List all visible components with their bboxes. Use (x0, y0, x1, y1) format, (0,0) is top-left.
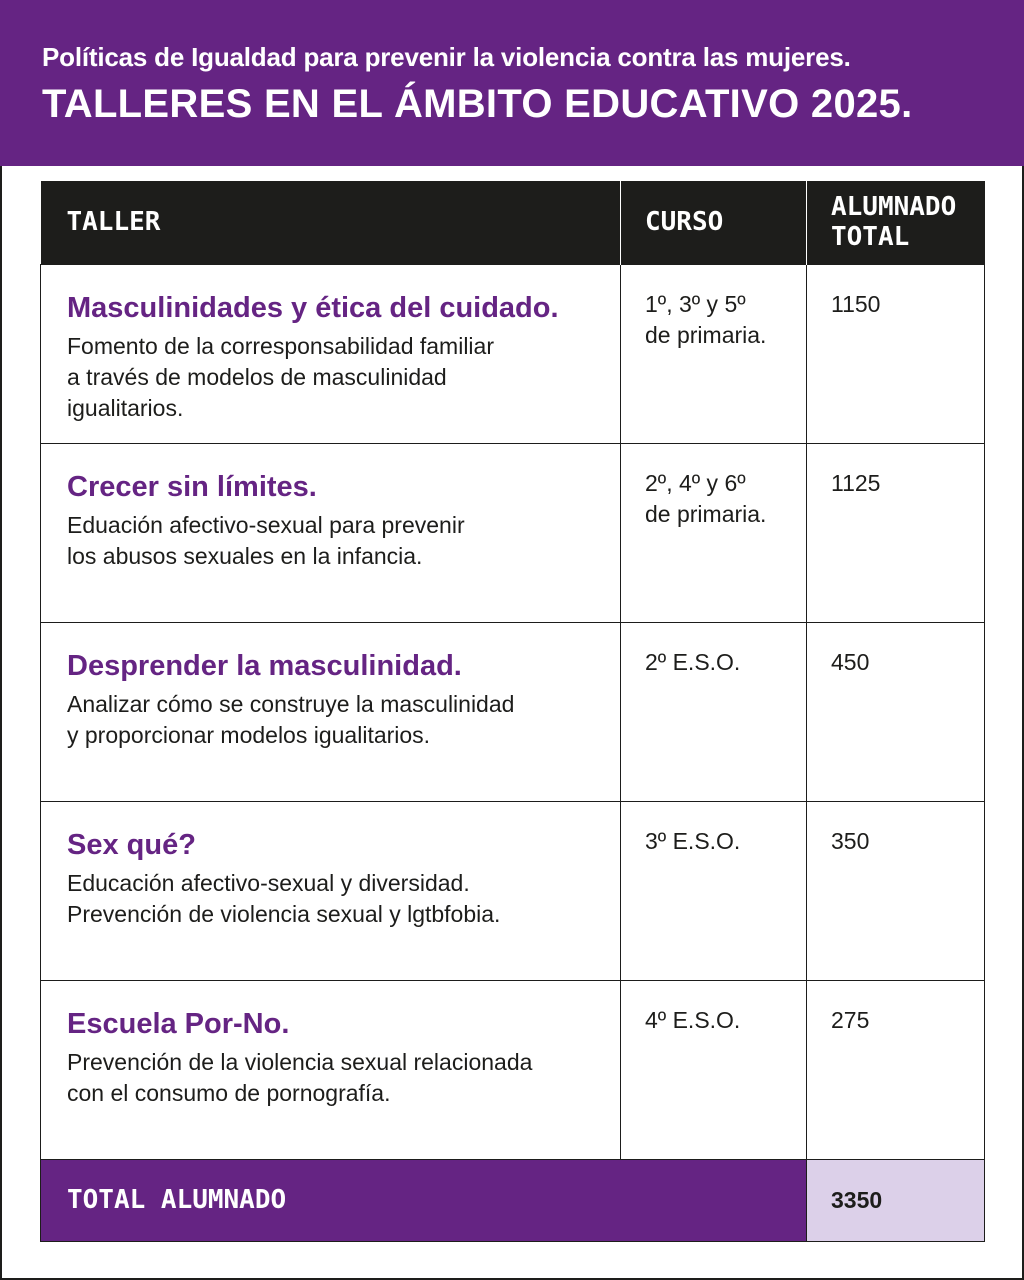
column-header-alumnado: ALUMNADO TOTAL (807, 181, 985, 264)
table-row (41, 801, 985, 980)
table-header (41, 181, 985, 264)
taller-description: Analizar cómo se construye la masculinidad y proporcionar modelos igualitarios. (67, 690, 515, 748)
taller-name: Escuela Por-No. (67, 1007, 290, 1040)
curso-cell (621, 622, 807, 801)
taller-cell (41, 801, 621, 980)
taller-description: Prevención de la violencia sexual relacionada con el consumo de pornografía. (67, 1048, 533, 1106)
alumnado-cell: 450 (807, 622, 985, 801)
taller-name: Sex qué? (67, 828, 196, 861)
taller-cell (41, 980, 621, 1159)
taller-name: Crecer sin límites. (67, 470, 317, 503)
total-value: 3350 (807, 1159, 985, 1241)
taller-description: Educación afectivo-sexual y diversidad. Prevención de violencia sexual y lgtbfobia. (67, 869, 501, 927)
curso-cell (621, 980, 807, 1159)
curso-text: 3º E.S.O. (645, 827, 741, 854)
table-row (41, 443, 985, 622)
taller-cell (41, 264, 621, 443)
table-row (41, 980, 985, 1159)
curso-text: 4º E.S.O. (645, 1006, 741, 1033)
taller-description: Fomento de la corresponsabilidad familiar a través de modelos de masculinidad igualitarios. (67, 332, 494, 421)
alumnado-cell: 1125 (807, 443, 985, 622)
column-header-taller: TALLER (41, 181, 621, 264)
curso-cell (621, 443, 807, 622)
taller-cell (41, 622, 621, 801)
alumnado-cell: 1150 (807, 264, 985, 443)
taller-name: Desprender la masculinidad. (67, 649, 462, 682)
total-label: TOTAL ALUMNADO (41, 1159, 807, 1241)
alumnado-cell: 275 (807, 980, 985, 1159)
table-row (41, 264, 985, 443)
page-title: TALLERES EN EL ÁMBITO EDUCATIVO 2025. (42, 82, 913, 126)
page-header (0, 0, 1024, 166)
curso-text: 1º, 3º y 5º de primaria. (645, 290, 767, 348)
column-header-curso: CURSO (621, 181, 807, 264)
curso-text: 2º, 4º y 6º de primaria. (645, 469, 767, 527)
taller-cell (41, 443, 621, 622)
table-row (41, 622, 985, 801)
page-subtitle: Políticas de Igualdad para prevenir la violencia contra las mujeres. (42, 42, 851, 72)
curso-text: 2º E.S.O. (645, 648, 741, 675)
talleres-table (40, 181, 985, 1242)
taller-name: Masculinidades y ética del cuidado. (67, 291, 559, 324)
curso-cell (621, 801, 807, 980)
alumnado-cell: 350 (807, 801, 985, 980)
curso-cell (621, 264, 807, 443)
taller-description: Eduación afectivo-sexual para prevenir los abusos sexuales en la infancia. (67, 511, 465, 569)
total-row (41, 1159, 985, 1241)
